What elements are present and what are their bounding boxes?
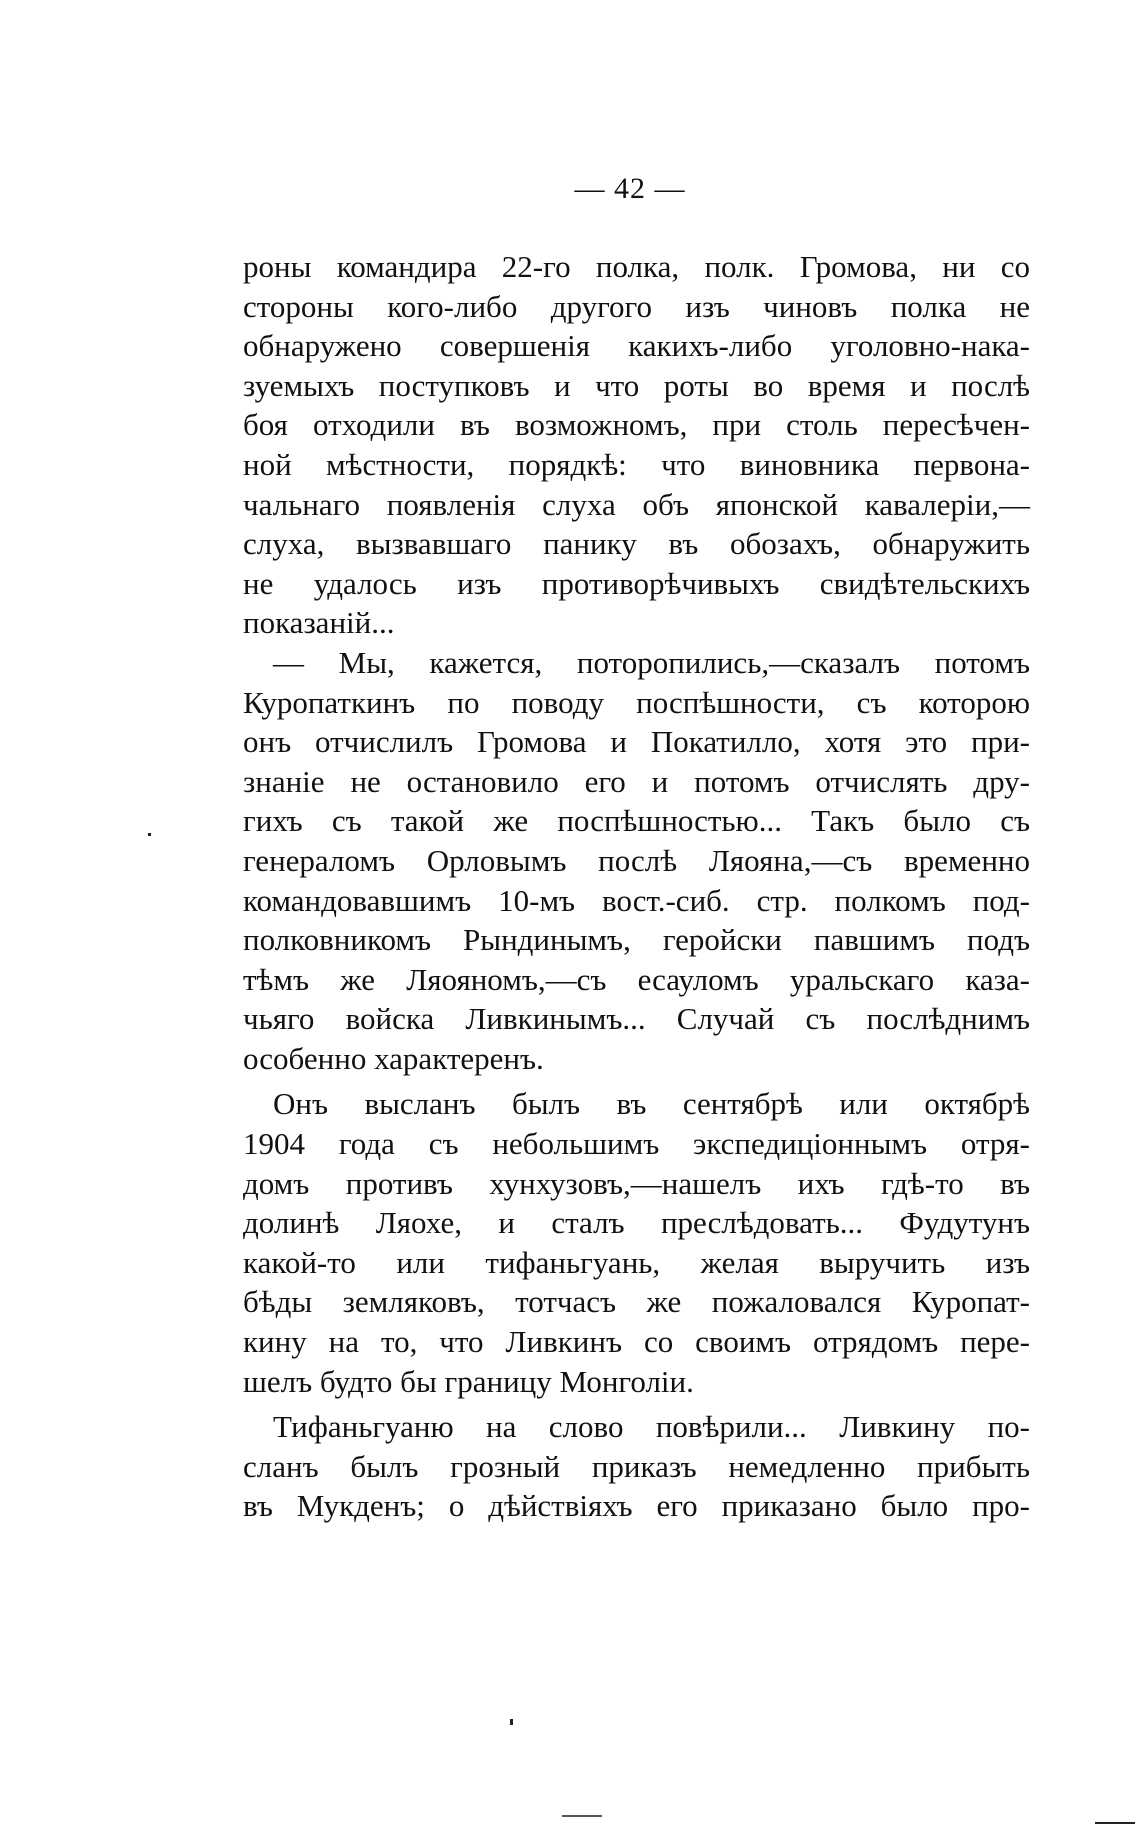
text-line: командовавшимъ 10-мъ вост.-сиб. стр. полкомъ под-: [243, 882, 1030, 918]
text-line: домъ противъ хунхузовъ,—нашелъ ихъ гдѣ-то въ: [243, 1165, 1030, 1201]
text-line: шелъ будто бы границу Монголіи.: [243, 1363, 694, 1399]
text-line: роны командира 22-го полка, полк. Громова, ни со: [243, 249, 1030, 284]
text-line: генераломъ Орловымъ послѣ Ляояна,—съ временно: [243, 842, 1030, 878]
paragraph: [243, 1407, 1030, 1526]
scan-speck: [562, 1815, 602, 1817]
text-line: не удалось изъ противорѣчивыхъ свидѣтельскихъ: [243, 565, 1030, 601]
text-line: — Мы, кажется, поторопились,—сказалъ потомъ: [273, 644, 1030, 680]
text-line: сланъ былъ грозный приказъ немедленно прибыть: [243, 1448, 1030, 1484]
paragraph: [243, 643, 1030, 1079]
text-line: кину на то, что Ливкинъ со своимъ отрядомъ пере-: [243, 1324, 1030, 1360]
text-line: Куропаткинъ по поводу поспѣшности, съ которою: [243, 684, 1030, 720]
body-text: [243, 247, 1030, 1526]
text-line: боя отходили въ возможномъ, при столь пересѣчен-: [243, 407, 1030, 443]
text-line: стороны кого-либо другого изъ чиновъ полка не: [243, 288, 1030, 324]
text-line: ной мѣстности, порядкѣ: что виновника первона-: [243, 446, 1030, 482]
text-line: въ Мукденъ; о дѣйствіяхъ его приказано было про-: [243, 1488, 1030, 1524]
text-line: показаній...: [243, 605, 395, 641]
paragraph: [243, 1084, 1030, 1401]
text-line: Тифаньгуаню на слово повѣрили... Ливкину по-: [273, 1409, 1030, 1445]
text-line: онъ отчислилъ Громова и Покатилло, хотя это при-: [243, 724, 1030, 760]
text-line: полковникомъ Рындинымъ, геройски павшимъ подъ: [243, 922, 1030, 958]
text-line: зуемыхъ поступковъ и что роты во время и послѣ: [243, 367, 1030, 403]
text-line: какой-то или тифаньгуань, желая выручить изъ: [243, 1244, 1030, 1280]
text-line: гихъ съ такой же поспѣшностью... Такъ было съ: [243, 803, 1030, 839]
text-line: долинѣ Ляохе, и сталъ преслѣдовать... Фудутунъ: [243, 1205, 1030, 1241]
text-line: бѣды земляковъ, тотчасъ же пожаловался Куропат-: [243, 1284, 1030, 1320]
text-line: чьяго войска Ливкинымъ... Случай съ послѣднимъ: [243, 1001, 1030, 1037]
scan-speck: [148, 833, 151, 836]
text-line: обнаружено совершенія какихъ-либо уголовно-нака-: [243, 328, 1030, 364]
text-line: тѣмъ же Ляояномъ,—съ есауломъ уральскаго каза-: [243, 961, 1030, 997]
text-line: особенно характеренъ.: [243, 1040, 544, 1076]
text-line: Онъ высланъ былъ въ сентябрѣ или октябрѣ: [273, 1086, 1030, 1122]
text-line: знаніе не остановило его и потомъ отчислять дру-: [243, 763, 1030, 799]
paragraph: [243, 247, 1030, 643]
scan-speck: [1095, 1822, 1135, 1824]
page-number: — 42 —: [574, 172, 686, 205]
text-line: 1904 года съ небольшимъ экспедиціоннымъ отря-: [243, 1126, 1030, 1162]
scan-speck: [510, 1719, 513, 1725]
text-line: слуха, вызвавшаго панику въ обозахъ, обнаружить: [243, 526, 1030, 562]
text-line: чальнаго появленія слуха объ японской кавалеріи,—: [243, 486, 1030, 522]
